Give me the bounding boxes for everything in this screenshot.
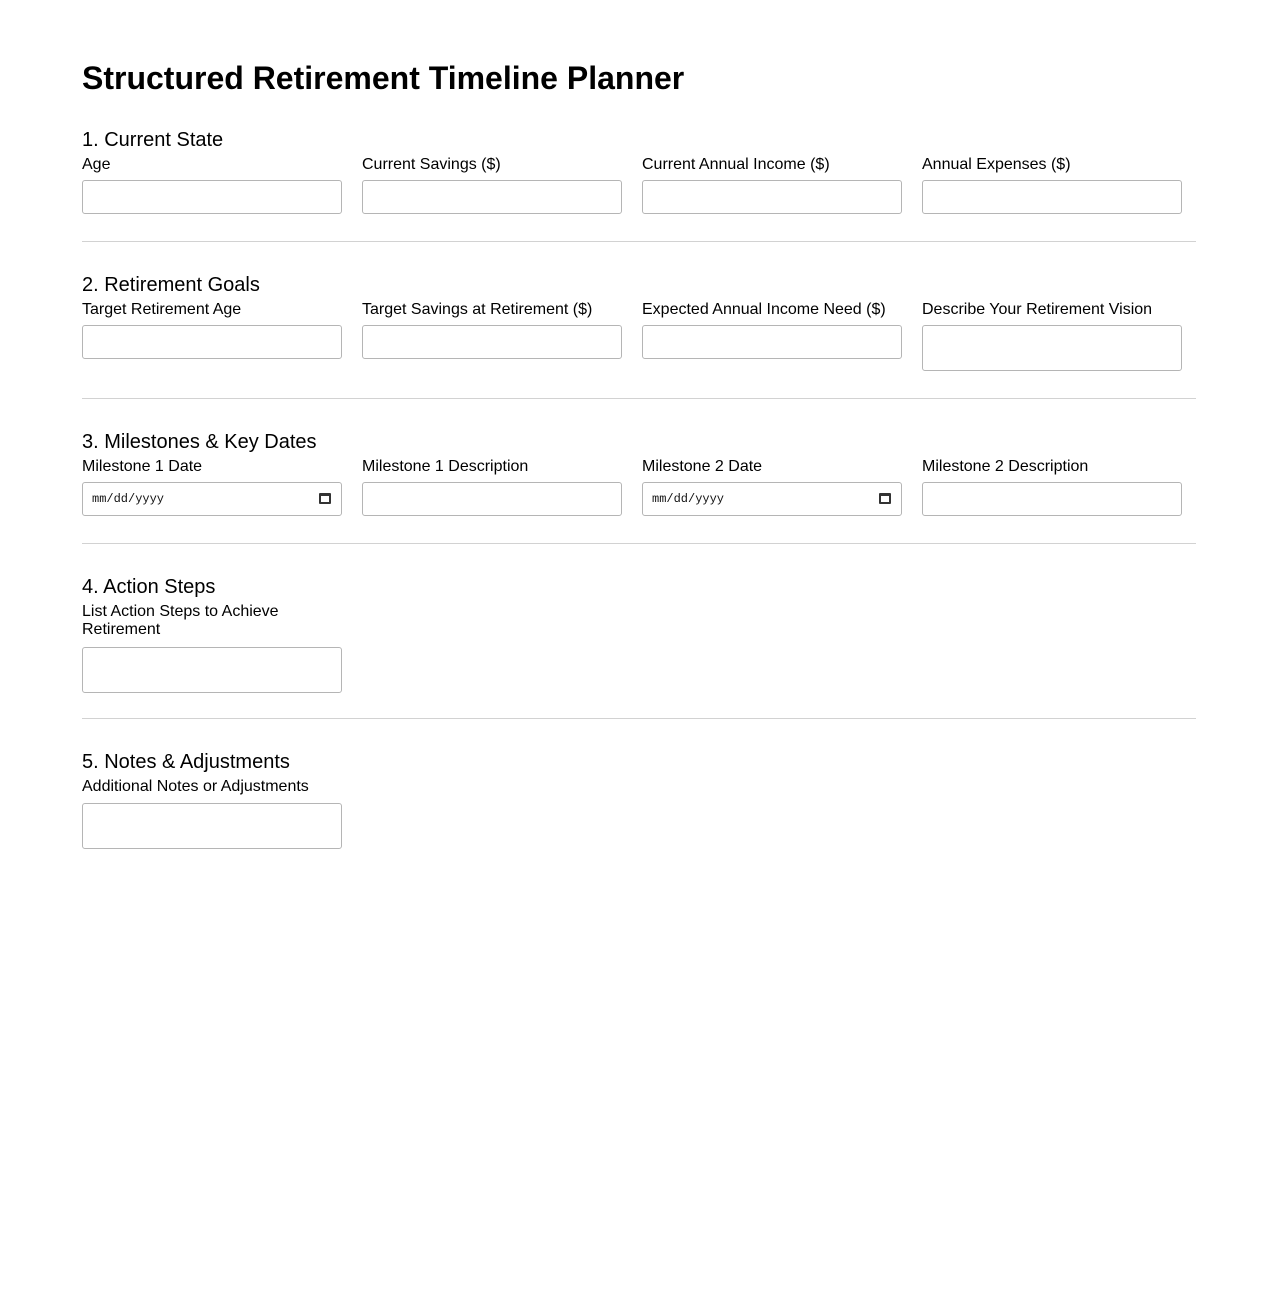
section-current-state [82,128,1196,214]
date-placeholder: mm/dd/yyyy [92,492,165,506]
age-input[interactable] [82,180,342,214]
target-savings-input[interactable] [362,325,622,359]
section-divider [82,718,1196,719]
milestone-1-description-input[interactable] [362,482,622,516]
section-retirement-goals [82,273,1196,371]
calendar-icon[interactable] [879,493,891,504]
field-target-savings [362,301,622,359]
field-label: Milestone 1 Date [82,458,203,475]
expected-income-need-input[interactable] [642,325,902,359]
field-target-retirement-age [82,301,342,359]
field-label: Milestone 2 Description [922,458,1089,475]
field-label: Target Savings at Retirement ($) [362,301,593,318]
field-age [82,156,342,214]
field-additional-notes [82,778,342,849]
field-annual-expenses [922,156,1182,214]
section-heading: 1. Current State [82,129,224,151]
current-savings-input[interactable] [362,180,622,214]
field-label: Target Retirement Age [82,301,242,318]
field-label: Describe Your Retirement Vision [922,301,1153,318]
milestone-2-description-input[interactable] [922,482,1182,516]
section-notes [82,750,1196,849]
section-heading: 3. Milestones & Key Dates [82,431,317,453]
section-divider [82,543,1196,544]
field-label: Additional Notes or Adjustments [82,778,309,795]
field-retirement-vision [922,301,1182,371]
action-steps-textarea[interactable] [82,647,342,693]
page-title: Structured Retirement Timeline Planner [82,60,685,96]
field-label: Expected Annual Income Need ($) [642,301,886,318]
field-label: Current Annual Income ($) [642,156,830,173]
section-divider [82,241,1196,242]
field-milestone-1-date [82,458,342,516]
milestone-2-date-input[interactable] [642,482,902,516]
retirement-vision-textarea[interactable] [922,325,1182,371]
field-label: Milestone 1 Description [362,458,529,475]
field-label: Milestone 2 Date [642,458,763,475]
field-label: List Action Steps to Achieve Retirement [82,603,279,638]
target-retirement-age-input[interactable] [82,325,342,359]
section-heading: 5. Notes & Adjustments [82,751,290,773]
field-label: Annual Expenses ($) [922,156,1071,173]
field-current-annual-income [642,156,902,214]
section-heading: 2. Retirement Goals [82,274,260,296]
calendar-icon[interactable] [319,493,331,504]
section-heading: 4. Action Steps [82,576,216,598]
field-label: Age [82,156,111,173]
field-expected-income-need [642,301,902,359]
field-current-savings [362,156,622,214]
current-annual-income-input[interactable] [642,180,902,214]
additional-notes-textarea[interactable] [82,803,342,849]
field-action-steps [82,603,342,693]
field-label: Current Savings ($) [362,156,501,173]
section-milestones [82,430,1196,516]
annual-expenses-input[interactable] [922,180,1182,214]
field-milestone-1-description [362,458,622,516]
section-divider [82,398,1196,399]
section-action-steps [82,575,1196,693]
field-milestone-2-date [642,458,902,516]
milestone-1-date-input[interactable] [82,482,342,516]
date-placeholder: mm/dd/yyyy [652,492,725,506]
field-milestone-2-description [922,458,1182,516]
